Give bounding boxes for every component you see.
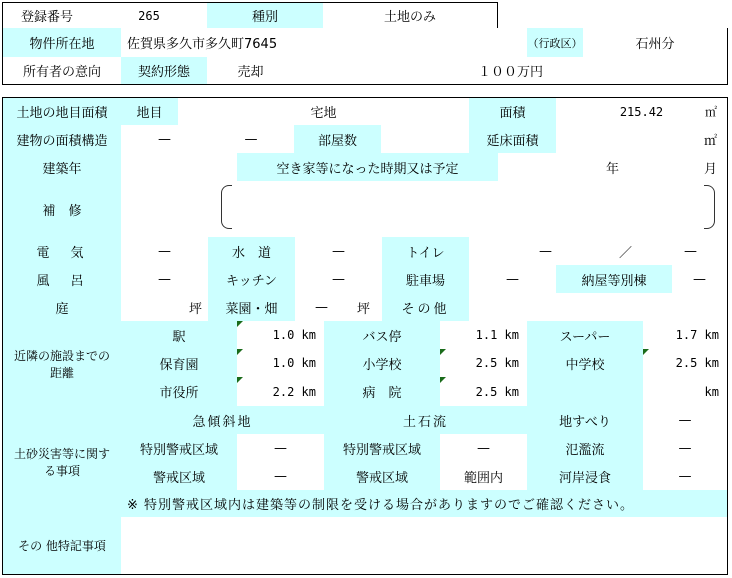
building-value-2: — — [208, 125, 295, 154]
rooms-label: 部屋数 — [294, 125, 382, 154]
steep-special-value: — — [237, 434, 325, 463]
year-unit: 年 — [605, 161, 619, 177]
nearby-label-juniorhigh: 中学校 — [527, 349, 644, 378]
district-value: 石州分 — [583, 28, 728, 58]
debris-special-value: — — [440, 434, 528, 463]
flood-value: — — [643, 434, 728, 463]
land-area-label: 面積 — [469, 97, 557, 126]
reg-no-value: 265 — [91, 2, 208, 29]
repair-value[interactable] — [121, 181, 728, 238]
debris-warn-label: 警戒区域 — [324, 462, 441, 491]
district-label: （行政区） — [527, 28, 584, 58]
flood-label: 氾濫流 — [527, 434, 644, 463]
nearby-label-hospital: 病 院 — [324, 377, 441, 407]
kitchen-value: — — [295, 265, 383, 294]
nearby-label-elementary: 小学校 — [324, 349, 441, 378]
steep-slope-label: 急傾斜地 — [121, 406, 325, 435]
land-category-label: 地目 — [121, 97, 179, 126]
veg-value — [295, 293, 383, 322]
nearby-label-nursery: 保育園 — [121, 349, 238, 378]
nearby-label-line2: 距離 — [49, 365, 74, 380]
other-facility-value — [469, 293, 728, 322]
steep-special-label: 特別警戒区域 — [121, 434, 238, 463]
disaster-note: ※ 特別警戒区域内は建築等の制限を受ける場合がありますのでご確認ください。 — [121, 490, 728, 518]
nearby-value-hospital: 2.5 km — [440, 377, 528, 407]
vacant-since-label: 空き家等になった時期又は予定 — [237, 153, 499, 182]
debris-special-label: 特別警戒区域 — [324, 434, 441, 463]
toilet-value-2: — — [684, 243, 697, 259]
nearby-label-supermarket: スーパー — [527, 321, 644, 350]
toilet-separator: ／ — [619, 245, 633, 261]
nearby-label-cityhall: 市役所 — [121, 377, 238, 407]
steep-warn-label: 警戒区域 — [121, 462, 238, 491]
contract-label: 契約形態 — [121, 57, 208, 85]
land-area-number: 215.42 — [619, 104, 664, 119]
reg-no-label: 登録番号 — [2, 2, 92, 29]
nearby-value-juniorhigh: 2.5 km — [643, 349, 728, 378]
toilet-value — [469, 237, 728, 266]
nearby-value-cityhall: 2.2 km — [237, 377, 325, 407]
building-label: 建物の面積構造 — [2, 125, 122, 154]
contract-value: 売却 — [207, 57, 295, 85]
garden-value: 坪 — [121, 293, 209, 322]
steep-warn-value: — — [237, 462, 325, 491]
erosion-label: 河岸浸食 — [527, 462, 644, 491]
debris-flow-label: 土石流 — [324, 406, 528, 435]
garden-label: 庭 — [2, 293, 122, 322]
nearby-label-line1: 近隣の施設までの — [13, 348, 110, 363]
veg-unit: 坪 — [357, 301, 371, 317]
remarks-value[interactable] — [121, 517, 728, 575]
nearby-value-station: 1.0 km — [237, 321, 325, 350]
erosion-value: — — [643, 462, 728, 491]
shed-label: 納屋等別棟 — [556, 265, 673, 294]
month-unit: 月 — [703, 161, 717, 177]
nearby-label — [2, 321, 122, 407]
remarks-label: その 他特記事項 — [2, 517, 122, 575]
shed-value: — — [672, 265, 728, 294]
type-value: 土地のみ — [323, 2, 498, 29]
landslide-value: — — [643, 406, 728, 435]
land-area-value — [556, 97, 728, 126]
water-value: — — [295, 237, 383, 266]
landslide-label: 地すべり — [527, 406, 644, 435]
vacant-since-value — [498, 153, 728, 182]
nearby-value-nursery: 1.0 km — [237, 349, 325, 378]
veg-dash: — — [315, 299, 328, 315]
parking-value: — — [469, 265, 557, 294]
land-area-unit: ㎡ — [704, 105, 717, 119]
nearby-value-blank: km — [643, 377, 728, 407]
nearby-value-bus: 1.1 km — [440, 321, 528, 350]
building-value-1: — — [121, 125, 209, 154]
land-category-value: 宅地 — [178, 97, 470, 126]
parking-label: 駐車場 — [382, 265, 470, 294]
repair-label: 補 修 — [2, 181, 122, 238]
disaster-label-line2: る事項 — [43, 463, 80, 478]
location-label: 物件所在地 — [2, 28, 122, 58]
land-label: 土地の地目面積 — [2, 97, 122, 126]
nearby-label-bus: バス停 — [324, 321, 441, 350]
floor-area-label: 延床面積 — [469, 125, 557, 154]
built-year-label: 建築年 — [2, 153, 122, 182]
bracket-right-icon — [704, 185, 715, 229]
veg-label: 菜園・畑 — [208, 293, 296, 322]
nearby-label-blank — [527, 377, 644, 407]
nearby-label-station: 駅 — [121, 321, 238, 350]
floor-area-value: ㎡ — [556, 125, 728, 154]
location-value: 佐賀県多久市多久町7645 — [121, 28, 528, 58]
bath-label: 風 呂 — [2, 265, 122, 294]
type-label: 種別 — [207, 2, 324, 29]
other-facility-label: その他 — [382, 293, 470, 322]
toilet-label: トイレ — [382, 237, 470, 266]
bracket-left-icon — [221, 185, 232, 229]
water-label: 水 道 — [208, 237, 296, 266]
nearby-value-supermarket: 1.7 km — [643, 321, 728, 350]
electric-label: 電 気 — [2, 237, 122, 266]
disaster-label — [2, 406, 122, 518]
bath-value: — — [121, 265, 209, 294]
kitchen-label: キッチン — [208, 265, 296, 294]
intent-label: 所有者の意向 — [2, 57, 122, 85]
toilet-value-1: — — [539, 243, 552, 259]
disaster-label-line1: 土砂災害等に関す — [13, 446, 110, 461]
built-year-value — [121, 153, 238, 182]
rooms-value — [381, 125, 470, 154]
electric-value: — — [121, 237, 209, 266]
debris-warn-value: 範囲内 — [440, 462, 528, 491]
nearby-value-elementary: 2.5 km — [440, 349, 528, 378]
price-value: １００万円 — [294, 57, 728, 85]
